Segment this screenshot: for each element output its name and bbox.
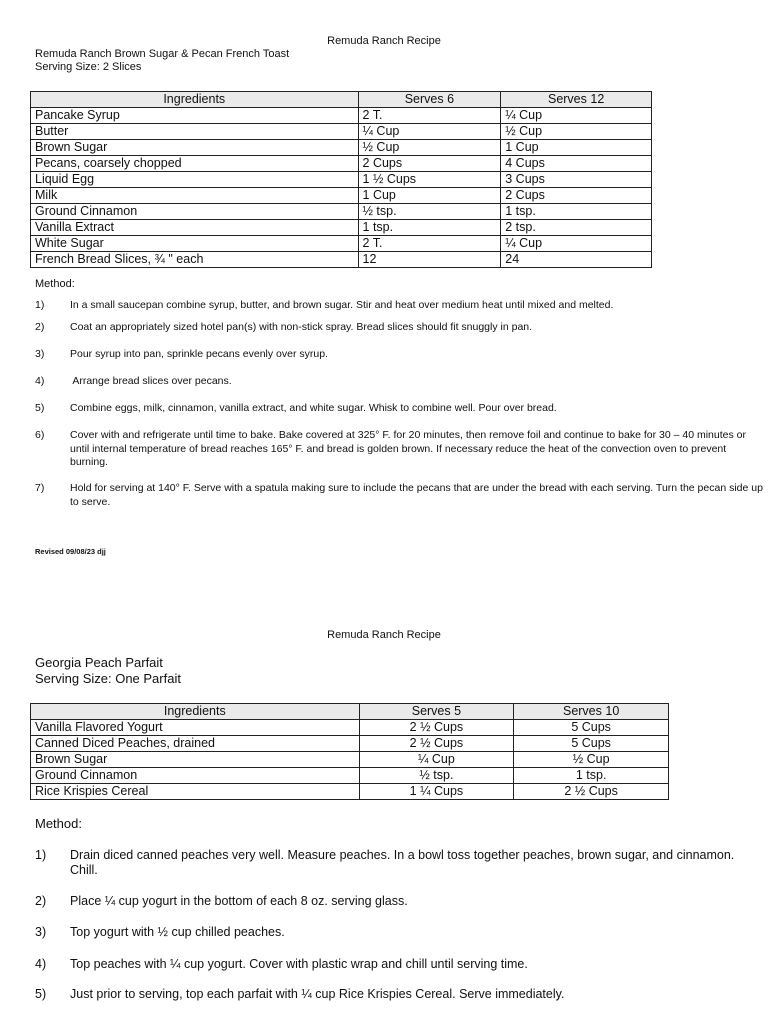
quantity-cell: 2 ½ Cups bbox=[514, 784, 669, 800]
ingredient-cell: Brown Sugar bbox=[31, 140, 359, 156]
recipe2-name: Georgia Peach Parfait bbox=[35, 655, 163, 670]
step-number: 5) bbox=[35, 987, 47, 1001]
quantity-cell: 2 Cups bbox=[358, 156, 501, 172]
table-row bbox=[31, 220, 652, 236]
ingredient-cell: Ground Cinnamon bbox=[31, 768, 360, 784]
step-text: Combine eggs, milk, cinnamon, vanilla extract, and white sugar. Whisk to combine well. Pour over bread. bbox=[70, 402, 557, 414]
recipe2-ingredients-table bbox=[30, 703, 669, 800]
table-row bbox=[31, 720, 669, 736]
recipe2-header: Remuda Ranch Recipe bbox=[327, 629, 441, 641]
step-text: Place ¼ cup yogurt in the bottom of each 8 oz. serving glass. bbox=[70, 894, 408, 908]
step-text: In a small saucepan combine syrup, butter, and brown sugar. Stir and heat over medium heat until mixed and melted. bbox=[70, 299, 614, 311]
ingredient-cell: Liquid Egg bbox=[31, 172, 359, 188]
quantity-cell: ¼ Cup bbox=[501, 236, 652, 252]
table-row bbox=[31, 204, 652, 220]
quantity-cell: 12 bbox=[358, 252, 501, 268]
ingredient-cell: White Sugar bbox=[31, 236, 359, 252]
ingredient-cell: French Bread Slices, ¾ " each bbox=[31, 252, 359, 268]
quantity-cell: 1 tsp. bbox=[501, 204, 652, 220]
column-header: Serves 12 bbox=[501, 92, 652, 108]
step-text: Top peaches with ¼ cup yogurt. Cover with plastic wrap and chill until serving time. bbox=[70, 957, 528, 971]
quantity-cell: ½ tsp. bbox=[358, 204, 501, 220]
step-text: Pour syrup into pan, sprinkle pecans evenly over syrup. bbox=[70, 348, 328, 360]
quantity-cell: 1 Cup bbox=[501, 140, 652, 156]
ingredient-cell: Rice Krispies Cereal bbox=[31, 784, 360, 800]
table-row bbox=[31, 156, 652, 172]
quantity-cell: 1 tsp. bbox=[514, 768, 669, 784]
recipe1-method-label: Method: bbox=[35, 278, 75, 290]
ingredient-cell: Brown Sugar bbox=[31, 752, 360, 768]
quantity-cell: ¼ Cup bbox=[501, 108, 652, 124]
step-number: 2) bbox=[35, 894, 47, 908]
ingredient-cell: Vanilla Extract bbox=[31, 220, 359, 236]
quantity-cell: 2 tsp. bbox=[501, 220, 652, 236]
quantity-cell: 2 T. bbox=[358, 108, 501, 124]
table-row bbox=[31, 188, 652, 204]
column-header: Ingredients bbox=[31, 92, 359, 108]
step-number: 3) bbox=[35, 925, 47, 939]
step-number: 1) bbox=[35, 848, 47, 862]
ingredient-cell: Butter bbox=[31, 124, 359, 140]
table-row bbox=[31, 252, 652, 268]
step-number: 7) bbox=[35, 482, 45, 494]
quantity-cell: 3 Cups bbox=[501, 172, 652, 188]
step-text: Top yogurt with ½ cup chilled peaches. bbox=[70, 925, 285, 939]
ingredient-cell: Milk bbox=[31, 188, 359, 204]
ingredient-cell: Vanilla Flavored Yogurt bbox=[31, 720, 360, 736]
recipe1-name: Remuda Ranch Brown Sugar & Pecan French Toast bbox=[35, 48, 290, 60]
recipe2-method-label: Method: bbox=[35, 816, 82, 831]
column-header: Ingredients bbox=[31, 704, 360, 720]
column-header: Serves 5 bbox=[359, 704, 514, 720]
quantity-cell: 1 ¼ Cups bbox=[359, 784, 514, 800]
ingredient-cell: Ground Cinnamon bbox=[31, 204, 359, 220]
quantity-cell: 24 bbox=[501, 252, 652, 268]
quantity-cell: ½ Cup bbox=[358, 140, 501, 156]
table-header-row bbox=[31, 92, 652, 108]
quantity-cell: ¼ Cup bbox=[359, 752, 514, 768]
table-row bbox=[31, 124, 652, 140]
table-row bbox=[31, 752, 669, 768]
column-header: Serves 6 bbox=[358, 92, 501, 108]
table-row bbox=[31, 236, 652, 252]
recipe1-header: Remuda Ranch Recipe bbox=[327, 35, 441, 47]
step-text: Just prior to serving, top each parfait with ¼ cup Rice Krispies Cereal. Serve immediately. bbox=[70, 987, 565, 1001]
ingredient-cell: Pecans, coarsely chopped bbox=[31, 156, 359, 172]
step-number: 3) bbox=[35, 348, 45, 360]
quantity-cell: ¼ Cup bbox=[358, 124, 501, 140]
quantity-cell: ½ Cup bbox=[514, 752, 669, 768]
quantity-cell: 5 Cups bbox=[514, 720, 669, 736]
table-header-row bbox=[31, 704, 669, 720]
step-text: Hold for serving at 140° F. Serve with a spatula making sure to include the pecans that are under the bread with each serving. Turn the pecan side up to serve. bbox=[70, 482, 763, 508]
quantity-cell: 2 ½ Cups bbox=[359, 736, 514, 752]
quantity-cell: 1 Cup bbox=[358, 188, 501, 204]
step-text: Arrange bread slices over pecans. bbox=[70, 375, 232, 387]
quantity-cell: ½ Cup bbox=[501, 124, 652, 140]
step-number: 1) bbox=[35, 299, 45, 311]
step-number: 5) bbox=[35, 402, 45, 414]
table-row bbox=[31, 768, 669, 784]
quantity-cell: 1 tsp. bbox=[358, 220, 501, 236]
quantity-cell: 1 ½ Cups bbox=[358, 172, 501, 188]
table-row bbox=[31, 784, 669, 800]
step-number: 4) bbox=[35, 375, 45, 387]
recipe1-ingredients-table bbox=[30, 91, 652, 268]
step-text: Cover with and refrigerate until time to bake. Bake covered at 325° F. for 20 minutes, then remove foil and continue to bake for 30 – 40 minutes or until internal temperature of bread reaches 165° F. and bread is golden brown. If necessary reduce the heat of the convection oven to prevent burning. bbox=[70, 429, 746, 468]
step-number: 2) bbox=[35, 321, 45, 333]
ingredient-cell: Canned Diced Peaches, drained bbox=[31, 736, 360, 752]
recipe2-serving-size: Serving Size: One Parfait bbox=[35, 671, 181, 686]
step-number: 4) bbox=[35, 957, 47, 971]
column-header: Serves 10 bbox=[514, 704, 669, 720]
quantity-cell: 4 Cups bbox=[501, 156, 652, 172]
quantity-cell: 2 T. bbox=[358, 236, 501, 252]
table-row bbox=[31, 736, 669, 752]
step-text: Coat an appropriately sized hotel pan(s) with non-stick spray. Bread slices should fit snuggly in pan. bbox=[70, 321, 533, 333]
quantity-cell: 2 ½ Cups bbox=[359, 720, 514, 736]
table-row bbox=[31, 140, 652, 156]
table-row bbox=[31, 108, 652, 124]
ingredient-cell: Pancake Syrup bbox=[31, 108, 359, 124]
quantity-cell: ½ tsp. bbox=[359, 768, 514, 784]
quantity-cell: 2 Cups bbox=[501, 188, 652, 204]
step-number: 6) bbox=[35, 429, 45, 441]
step-text: Drain diced canned peaches very well. Measure peaches. In a bowl toss together peaches, brown sugar, and cinnamon. Chill. bbox=[70, 848, 735, 877]
revised-note: Revised 09/08/23 djj bbox=[35, 547, 106, 556]
recipe1-serving-size: Serving Size: 2 Slices bbox=[35, 61, 142, 73]
quantity-cell: 5 Cups bbox=[514, 736, 669, 752]
table-row bbox=[31, 172, 652, 188]
